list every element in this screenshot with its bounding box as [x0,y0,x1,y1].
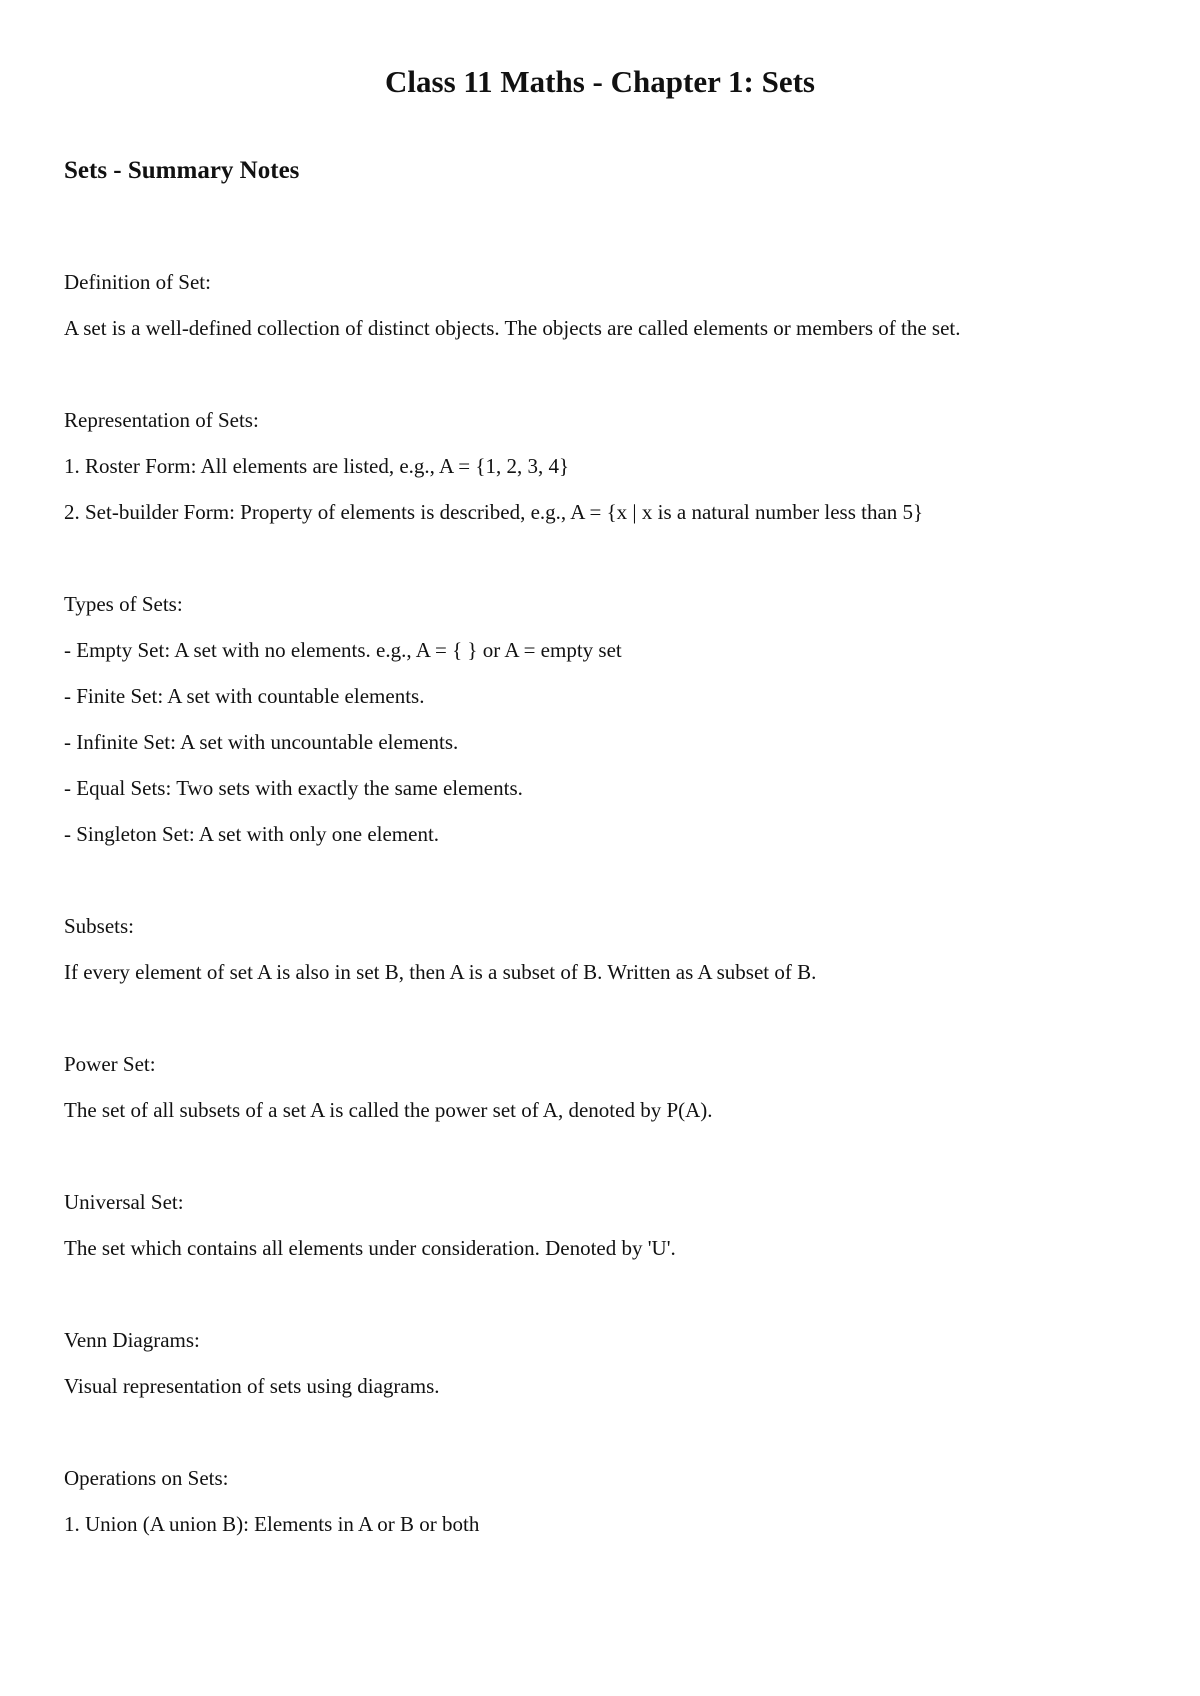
power-set-text: The set of all subsets of a set A is called the power set of A, denoted by P(A). [64,1098,713,1122]
definition-text: A set is a well-defined collection of distinct objects. The objects are called elements or members of the set. [64,316,961,340]
equal-sets-text: - Equal Sets: Two sets with exactly the same elements. [64,776,523,800]
subsets-text: If every element of set A is also in set B, then A is a subset of B. Written as A subset of B. [64,960,817,984]
empty-set-text: - Empty Set: A set with no elements. e.g., A = { } or A = empty set [64,638,622,662]
infinite-set-text: - Infinite Set: A set with uncountable elements. [64,730,459,754]
section-heading-subsets: Subsets: [64,914,135,938]
section-heading-universal-set: Universal Set: [64,1190,184,1214]
universal-set-text: The set which contains all elements under consideration. Denoted by 'U'. [64,1236,676,1260]
section-heading-venn-diagrams: Venn Diagrams: [64,1328,200,1352]
roster-form-text: 1. Roster Form: All elements are listed, e.g., A = {1, 2, 3, 4} [64,454,570,478]
page-title: Class 11 Maths - Chapter 1: Sets [385,64,815,99]
section-heading-power-set: Power Set: [64,1052,156,1076]
union-text: 1. Union (A union B): Elements in A or B or both [64,1512,480,1536]
section-heading-definition: Definition of Set: [64,270,211,294]
finite-set-text: - Finite Set: A set with countable elements. [64,684,425,708]
venn-diagrams-text: Visual representation of sets using diagrams. [64,1374,440,1398]
set-builder-form-text: 2. Set-builder Form: Property of elements is described, e.g., A = {x | x is a natural number less than 5} [64,500,924,524]
page-subtitle: Sets - Summary Notes [64,157,300,184]
section-heading-representation: Representation of Sets: [64,408,259,432]
section-heading-types: Types of Sets: [64,592,183,616]
section-heading-operations: Operations on Sets: [64,1466,229,1490]
singleton-set-text: - Singleton Set: A set with only one element. [64,822,440,846]
